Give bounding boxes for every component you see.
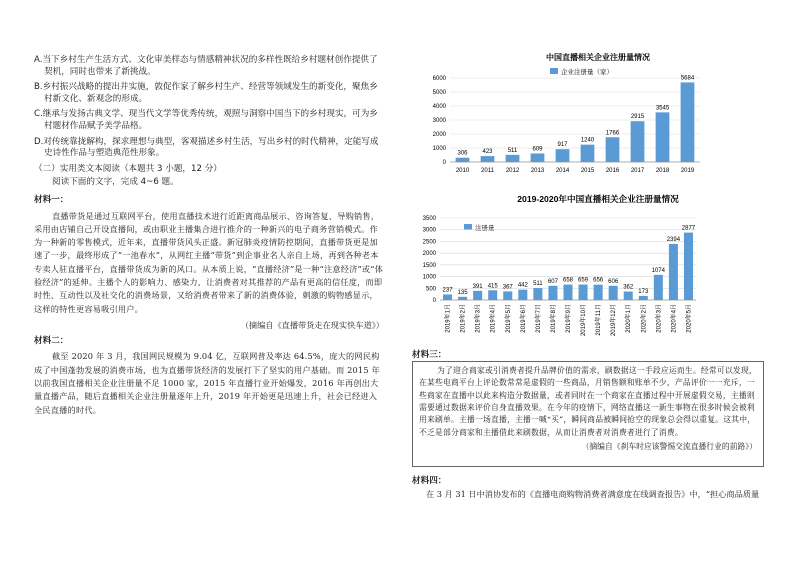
chart-2-legend-swatch xyxy=(464,224,472,230)
data-label: 306 xyxy=(457,150,468,157)
data-label: 3545 xyxy=(655,105,670,112)
data-label: 1766 xyxy=(605,130,620,137)
bar xyxy=(533,288,542,300)
x-tick-label: 2019年8月 xyxy=(550,304,557,333)
chart-2-title: 2019-2020年中国直播相关企业注册量情况 xyxy=(517,194,679,204)
x-tick-label: 2019 xyxy=(680,168,695,174)
y-tick-label: 6000 xyxy=(432,76,446,82)
left-column xyxy=(34,55,384,417)
chart-1-title: 中国直播相关企业注册量情况 xyxy=(546,53,650,62)
x-tick-label: 2018 xyxy=(655,168,670,174)
answer-option-line2: 村新文化、新观念的形成。 xyxy=(44,93,148,104)
y-tick-label: 1000 xyxy=(432,146,446,152)
x-tick-label: 2019年2月 xyxy=(460,304,467,333)
data-label: 606 xyxy=(608,278,619,285)
bar xyxy=(654,275,663,300)
data-label: 442 xyxy=(517,282,528,289)
chart-monthly-registrations xyxy=(408,190,778,340)
data-label: 609 xyxy=(532,146,543,153)
material-1-source: （摘编自《直播带货走在现实快车道》） xyxy=(240,319,384,330)
bar xyxy=(684,233,693,300)
bar xyxy=(656,112,670,162)
y-tick-label: 2000 xyxy=(422,251,436,258)
data-label: 1240 xyxy=(580,137,595,144)
y-tick-label: 5000 xyxy=(432,90,446,96)
answer-option xyxy=(34,55,384,78)
y-tick-label: 0 xyxy=(442,160,446,166)
y-tick-label: 3000 xyxy=(432,118,446,124)
x-tick-label: 2020年5月 xyxy=(686,304,693,333)
bar xyxy=(609,286,618,300)
material-3-source: （摘编自《刹车时应该警惕交流直播行业的前路》） xyxy=(581,441,757,451)
material-1-text: 直播带货是通过互联网平台，使用直播技术进行近距离商品展示、咨询答复、导购销售，采用由店铺自己开设直播间，或由职业主播集合进行推介的一种新兴的电子商务营销模式。作为一种新的零售模式，近年来，直播带货风头正盛。新冠肺炎疫情防控期间，直播带货更是加速了一步，最终形成了“一池春水”，从网红主播“带货”到企事业名人亲自上场，再到各种老本专卖人驻直播平台，直播带货成为新的风口。从本质上说，“直播经济”是一种“注意经济”或“体验经济”的延伸。主播个人的影响力、感染力，让消费者对其推荐的产品有更高的信任度，而即时性、互动性以及社交化的消费场景，又给消费者带来了新的消费体验，刺激的购物感显示，这样的特性更容易吸引用户。 xyxy=(34,210,384,314)
material-2-label: 材料二： xyxy=(34,335,69,346)
answer-option-line1: D.对传统靠拢解构，探求理想与典型，客观描述乡村生活，写出乡村的时代精神，定能写成 xyxy=(34,136,379,147)
material-3-label: 材料三： xyxy=(412,350,447,360)
bar xyxy=(443,294,452,300)
y-tick-label: 2500 xyxy=(422,239,436,246)
answer-options xyxy=(34,55,384,160)
x-tick-label: 2019年7月 xyxy=(535,304,542,333)
x-tick-label: 2019年3月 xyxy=(475,304,482,333)
bar xyxy=(631,121,645,162)
answer-option-line1: A.当下乡村生产生活方式、文化审美样态与情感精神状况的多样性既给乡村题材创作提供了 xyxy=(34,55,378,65)
data-label: 607 xyxy=(547,278,558,285)
bar xyxy=(579,285,588,300)
bar xyxy=(563,285,572,300)
bar xyxy=(639,296,648,300)
bar xyxy=(456,158,470,162)
data-label: 362 xyxy=(623,284,634,291)
answer-option-line2: 村题材作品赋予美学品格。 xyxy=(44,120,148,131)
bar xyxy=(548,286,557,300)
data-label: 423 xyxy=(482,149,493,156)
chart-annual-registrations xyxy=(408,48,778,188)
data-label: 917 xyxy=(557,142,568,149)
x-tick-label: 2020年4月 xyxy=(671,304,678,333)
bar xyxy=(681,82,695,162)
data-label: 415 xyxy=(487,283,498,290)
bar xyxy=(669,244,678,300)
material-4-text: 在 3 月 31 日中消协发布的《直播电商购物消费者满意度在线调查报告》中，“担心商品质量 xyxy=(426,489,760,499)
bar xyxy=(624,292,633,300)
x-tick-label: 2019年11月 xyxy=(596,304,603,336)
data-label: 237 xyxy=(442,287,453,294)
y-tick-label: 2000 xyxy=(432,132,446,138)
y-tick-label: 1000 xyxy=(422,274,436,281)
data-label: 2394 xyxy=(666,236,681,243)
y-tick-label: 500 xyxy=(425,286,436,293)
data-label: 659 xyxy=(578,277,589,284)
data-label: 391 xyxy=(472,283,483,290)
x-tick-label: 2019年4月 xyxy=(490,304,497,333)
x-tick-label: 2012 xyxy=(505,168,520,174)
answer-option-line2: 史诗性作品与塑造典范性形象。 xyxy=(44,148,165,159)
bar xyxy=(594,285,603,300)
x-tick-label: 2017 xyxy=(630,168,645,174)
bar xyxy=(488,290,497,300)
x-tick-label: 2019年5月 xyxy=(505,304,512,333)
bar xyxy=(531,153,545,162)
x-tick-label: 2020年3月 xyxy=(656,304,663,333)
answer-option-line2: 契机，同时也带来了新挑战。 xyxy=(44,66,156,77)
bar xyxy=(458,297,467,300)
bar xyxy=(506,155,520,162)
material-3-box xyxy=(412,361,764,467)
answer-option-line1: C.继承与发扬古典文学、现当代文学等优秀传统，观照与洞察中国当下的乡村现实，可为乡 xyxy=(34,109,378,120)
data-label: 511 xyxy=(507,147,518,154)
material-2-text: 截至 2020 年 3 月，我国网民规模为 9.04 亿，互联网普及率达 64.5%，庞大的网民构成了中国蓬勃发展的消费市场，也为直播带货经济的发展打下了坚实的用户基础。而 2015 年以前我国直播相关企业注册量不足 1000 家，2015 年直播行业开始爆发，2016 年再创出大量直播产品，随后直播相关企业注册量逐年上升，2019 年开始更是迅速上升，社会已经进入全民直播的时代。 xyxy=(34,351,380,415)
data-label: 173 xyxy=(638,288,649,295)
x-tick-label: 2019年10月 xyxy=(581,304,588,337)
bar xyxy=(473,291,482,300)
bar xyxy=(481,156,495,162)
bar xyxy=(606,137,620,162)
bar xyxy=(556,149,570,162)
data-label: 656 xyxy=(593,277,604,284)
chart-2-legend-label: 注册量 xyxy=(475,225,495,232)
answer-option-line1: B.乡村振兴战略的提出并实施，敦促作家了解乡村生产、经营等领域发生的新变化，聚焦乡 xyxy=(34,82,378,93)
bar xyxy=(503,291,512,300)
x-tick-label: 2020年1月 xyxy=(626,304,633,333)
x-tick-label: 2019年12月 xyxy=(611,304,618,337)
chart-1-legend-label: 企业注册量（家） xyxy=(561,69,613,76)
x-tick-label: 2016 xyxy=(605,168,620,174)
y-tick-label: 3500 xyxy=(422,216,436,222)
answer-option xyxy=(34,137,384,160)
bar xyxy=(518,290,527,300)
chart-1-legend-swatch xyxy=(550,68,558,74)
x-tick-label: 2011 xyxy=(481,168,494,174)
material-1-label: 材料一： xyxy=(34,194,69,205)
data-label: 367 xyxy=(502,284,513,291)
data-label: 1074 xyxy=(651,267,666,274)
answer-option xyxy=(34,82,384,105)
material-4-label: 材料四： xyxy=(412,476,447,486)
y-tick-label: 1500 xyxy=(422,262,436,269)
y-tick-label: 4000 xyxy=(432,104,446,110)
x-tick-label: 2015 xyxy=(580,168,595,174)
x-tick-label: 2010 xyxy=(455,168,470,174)
x-tick-label: 2019年6月 xyxy=(520,304,527,333)
x-tick-label: 2013 xyxy=(530,168,545,174)
answer-option xyxy=(34,109,384,132)
x-tick-label: 2020年2月 xyxy=(641,304,648,333)
instruction: 阅读下面的文字，完成 4~6 题。 xyxy=(52,177,179,188)
material-3-text: 为了迎合商家或引消费者提升品牌价值的需求，刷数据这一手段应运而生。经常可以发现，在某些电商平台上评论数常常是虚假的一些商品，月销售额和账单不少，产品评价一一充斥，一些商家在直播中以此来构造分数据量，或者同时在一个商家在直播过程中开展虚假交易，主播则需要通过数据来评价自身直播效果。在今年的疫情下，网络直播这一新生事物在很多时候会被利用来刷单。主播一场直播，主播一喊“买”，瞬间商品被瞬间抢空的现象总会得以重复。这其中，不乏是部分商家和主播借此来刷数据，从而让消费者对消费者进行了消费。 xyxy=(419,366,757,437)
bar xyxy=(581,145,595,162)
y-tick-label: 3000 xyxy=(422,227,436,234)
x-tick-label: 2019年1月 xyxy=(445,304,452,333)
data-label: 5684 xyxy=(680,75,695,82)
y-tick-label: 0 xyxy=(432,298,436,304)
data-label: 2915 xyxy=(630,114,645,121)
data-label: 658 xyxy=(562,277,574,284)
x-tick-label: 2014 xyxy=(555,168,570,174)
data-label: 511 xyxy=(533,281,543,288)
x-tick-label: 2019年9月 xyxy=(566,304,572,333)
data-label: 135 xyxy=(457,289,468,296)
data-label: 2877 xyxy=(681,225,696,232)
section-title: （二）实用类文本阅读（本题共 3 小题，12 分） xyxy=(34,163,222,174)
